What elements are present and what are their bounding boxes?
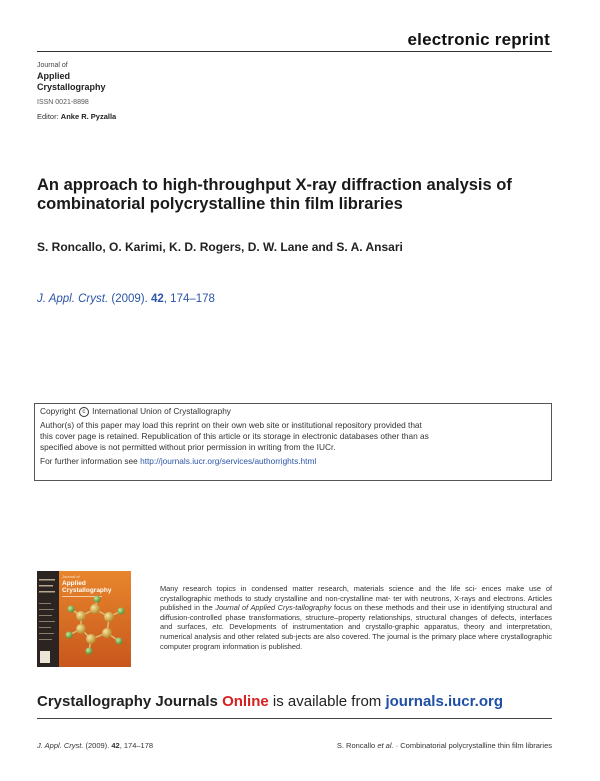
journal-prefix: Journal of — [37, 62, 68, 69]
desc-line9: program information is published. — [192, 641, 303, 651]
issn: ISSN 0021-8898 — [37, 99, 89, 106]
footer-year: (2009). — [85, 741, 110, 750]
article-authors: S. Roncallo, O. Karimi, K. D. Rogers, D. W. Lane and S. A. Ansari — [37, 240, 403, 254]
desc-line3: ter with neutrons, X-rays and electrons. Articles published in the — [160, 593, 552, 613]
online-part2: Online — [222, 693, 269, 710]
journal-name-line2: Crystallography — [37, 82, 106, 92]
copyright-body-line1: Author(s) of this paper may load this reprint on their own web site or institutional repository provided that — [40, 420, 422, 430]
journal-description — [160, 584, 552, 651]
citation-volume: 42 — [151, 293, 164, 305]
desc-line4: focus on these methods and their use in identifying structural and diffusion- — [160, 603, 552, 622]
citation-journal: J. Appl. Cryst. — [37, 293, 109, 305]
footer-journal: J. Appl. Cryst. — [37, 741, 84, 750]
editor-name: Anke R. Pyzalla — [60, 112, 117, 121]
footer-running-title — [337, 741, 552, 750]
journals-iucr-link[interactable]: journals.iucr.org — [385, 693, 503, 710]
desc-line6: defects, interfaces and surfaces, — [160, 612, 552, 632]
journal-cover-image — [37, 571, 131, 667]
desc-line4-italic: tallography — [295, 603, 332, 613]
editor-label: Editor: — [37, 112, 59, 121]
title-line2: combinatorial polycrystalline thin film libraries — [37, 195, 403, 213]
top-rule — [37, 51, 552, 52]
electronic-reprint-label: electronic reprint — [407, 30, 550, 49]
copyright-body-line2: this cover page is retained. Republication of this article or its storage in electronic databases other than as — [40, 431, 429, 441]
cover-name-line2: Crystallography — [62, 587, 112, 594]
copyright-line — [40, 406, 546, 417]
footer-author: S. Roncallo — [336, 741, 376, 750]
desc-line3-italic: Journal of Applied Crys- — [215, 603, 296, 613]
desc-line6-italic: etc. — [212, 622, 225, 632]
footer-etal: et al. — [377, 741, 394, 750]
copyright-body — [40, 420, 546, 453]
article-citation-link[interactable] — [37, 293, 215, 305]
copyright-suffix: International Union of Crystallography — [92, 406, 231, 416]
citation-pages: , 174–178 — [163, 293, 215, 305]
desc-line5: controlled phase transformations, structure–property relationships, structural changes of — [189, 612, 488, 622]
footer-pages: , 174–178 — [119, 741, 154, 750]
footer-title: · Combinatorial polycrystalline thin film libraries — [395, 741, 552, 750]
title-line1: An approach to high-throughput X-ray diffraction analysis of — [37, 176, 512, 194]
further-info-prefix: For further information see — [40, 456, 138, 466]
desc-line2: ences make use of crystallographic methods to study crystalline and non-crystalline mat- — [160, 584, 552, 603]
desc-line1: Many research topics in condensed matter research, materials science and the life sci- — [160, 584, 477, 593]
online-part3: is available from — [272, 693, 382, 710]
bottom-rule — [37, 718, 552, 719]
cover-journal-of: Journal of — [62, 574, 80, 579]
citation-year: (2009). — [111, 293, 148, 305]
author-rights-link[interactable]: http://journals.iucr.org/services/authorrights.html — [140, 456, 317, 466]
journals-online-banner — [37, 693, 503, 710]
copyright-icon: c — [79, 407, 89, 417]
editor — [37, 112, 116, 121]
article-title — [37, 176, 537, 214]
footer-volume: 42 — [111, 741, 120, 750]
desc-line6-rest: Developments of instrumentation and crystallo- — [229, 622, 395, 632]
online-part1: Crystallography Journals — [37, 693, 218, 710]
journal-name — [37, 71, 106, 93]
copyright-body-line3: specified above is not permitted without prior permission in writing from the IUCr. — [40, 442, 336, 452]
copyright-prefix: Copyright — [40, 406, 76, 416]
further-info — [40, 456, 546, 467]
copyright-box — [34, 403, 552, 481]
journal-name-line1: Applied — [37, 71, 70, 81]
desc-line8: jects are also covered. The journal is the primary place where crystallographic computer — [160, 631, 552, 651]
footer-citation — [37, 741, 153, 750]
desc-line7: graphic apparatus, theory and interpretation, numerical analysis and other related sub- — [160, 622, 553, 641]
cover-name-line1: Applied — [62, 580, 86, 587]
